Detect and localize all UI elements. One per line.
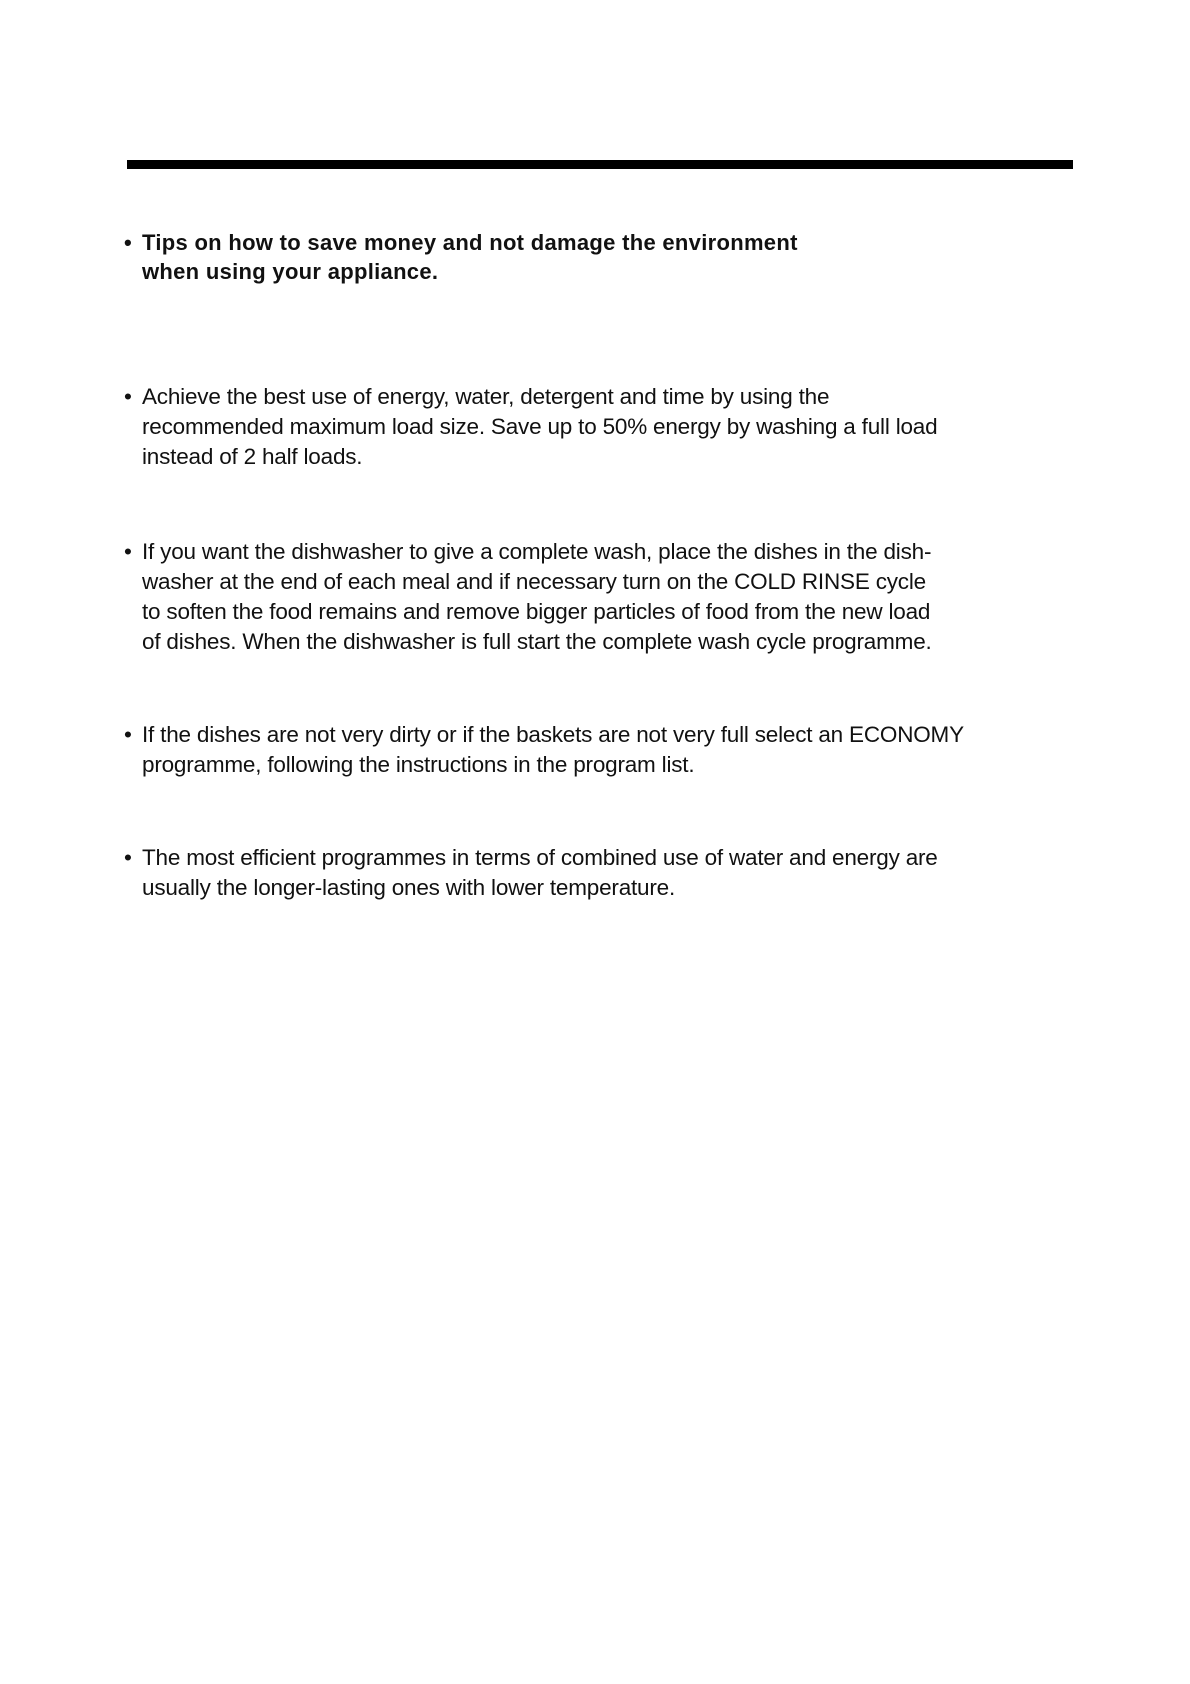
tip-line: usually the longer-lasting ones with lower temperature.: [142, 875, 676, 900]
tip-line: • If you want the dishwasher to give a complete wash, place the dishes in the dish-: [124, 537, 1124, 567]
bullet: •: [124, 722, 132, 747]
tips-heading: [124, 228, 1024, 286]
bullet: •: [124, 384, 132, 409]
bullet: •: [124, 845, 132, 870]
bullet: •: [124, 230, 133, 255]
tip-efficient-programmes: [124, 843, 1124, 903]
bullet: •: [124, 539, 132, 564]
tip-cold-rinse: [124, 537, 1124, 657]
tip-line: • If the dishes are not very dirty or if the baskets are not very full select an ECONOMY: [124, 720, 1124, 750]
tip-line: programme, following the instructions in the program list.: [142, 752, 695, 777]
tip-line: instead of 2 half loads.: [142, 444, 363, 469]
tip-line: • The most efficient programmes in terms of combined use of water and energy are: [124, 843, 1124, 873]
tip-economy-programme: [124, 720, 1124, 780]
tip-line: • Achieve the best use of energy, water, detergent and time by using the: [124, 382, 1124, 412]
tip-line: of dishes. When the dishwasher is full start the complete wash cycle programme.: [142, 629, 932, 654]
heading-line-1: • Tips on how to save money and not damage the environment: [124, 230, 798, 255]
tip-line: recommended maximum load size. Save up to 50% energy by washing a full load: [142, 414, 938, 439]
tip-line: washer at the end of each meal and if necessary turn on the COLD RINSE cycle: [142, 569, 926, 594]
tip-full-load: [124, 382, 1124, 472]
heading-line-2: when using your appliance.: [142, 259, 439, 284]
top-rule: [127, 160, 1073, 169]
tip-line: to soften the food remains and remove bigger particles of food from the new load: [142, 599, 931, 624]
